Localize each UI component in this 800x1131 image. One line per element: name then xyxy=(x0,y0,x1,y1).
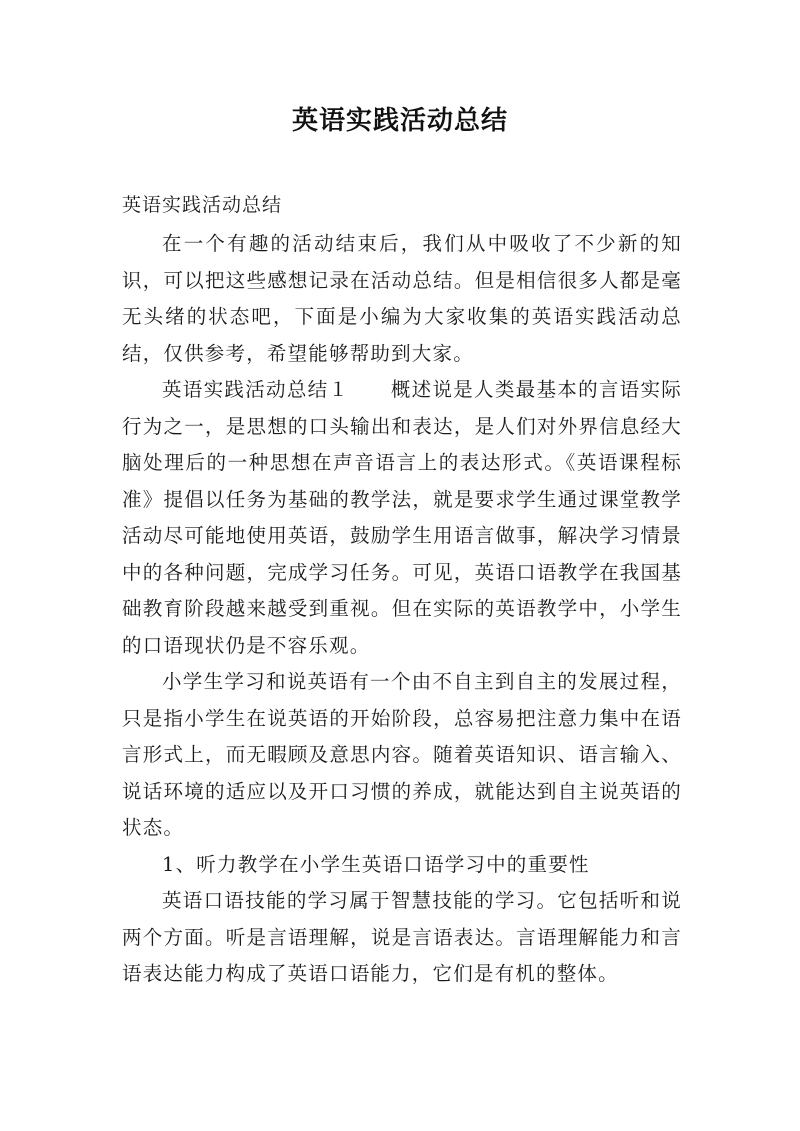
document-body xyxy=(122,226,682,993)
document-title: 英语实践活动总结 xyxy=(291,106,508,136)
paragraph-intro: 在一个有趣的活动结束后，我们从中吸收了不少新的知识，可以把这些感想记录在活动总结。但是相信很多人都是毫无头绪的状态吧，下面是小编为大家收集的英语实践活动总结，仅供参考，希望能够帮助到大家。 xyxy=(122,232,682,365)
paragraph-development: 小学生学习和说英语有一个由不自主到自主的发展过程，只是指小学生在说英语的开始阶段，总容易把注意力集中在语言形式上，而无暇顾及意思内容。随着英语知识、语言输入、说话环境的适应以及开口习惯的养成，就能达到自主说英语的状态。 xyxy=(122,670,682,839)
document-subtitle: 英语实践活动总结 xyxy=(122,194,283,216)
paragraph-summary-1: 英语实践活动总结１ 概述说是人类最基本的言语实际行为之一，是思想的口头输出和表达，是人们对外界信息经大脑处理后的一种思想在声音语言上的表达形式。《英语课程标准》提倡以任务为基础的教学法，就是要求学生通过课堂教学活动尽可能地使用英语，鼓励学生用语言做事，解决学习情景中的各种问题，完成学习任务。可见，英语口语教学在我国基础教育阶段越来越受到重视。但在实际的英语教学中，小学生的口语现状仍是不容乐观。 xyxy=(122,378,682,657)
paragraph-oral-skills: 英语口语技能的学习属于智慧技能的学习。它包括听和说两个方面。听是言语理解，说是言语表达。言语理解能力和言语表达能力构成了英语口语能力，它们是有机的整体。 xyxy=(122,889,682,985)
section-heading-listening: 1、听力教学在小学生英语口语学习中的重要性 xyxy=(162,852,590,876)
